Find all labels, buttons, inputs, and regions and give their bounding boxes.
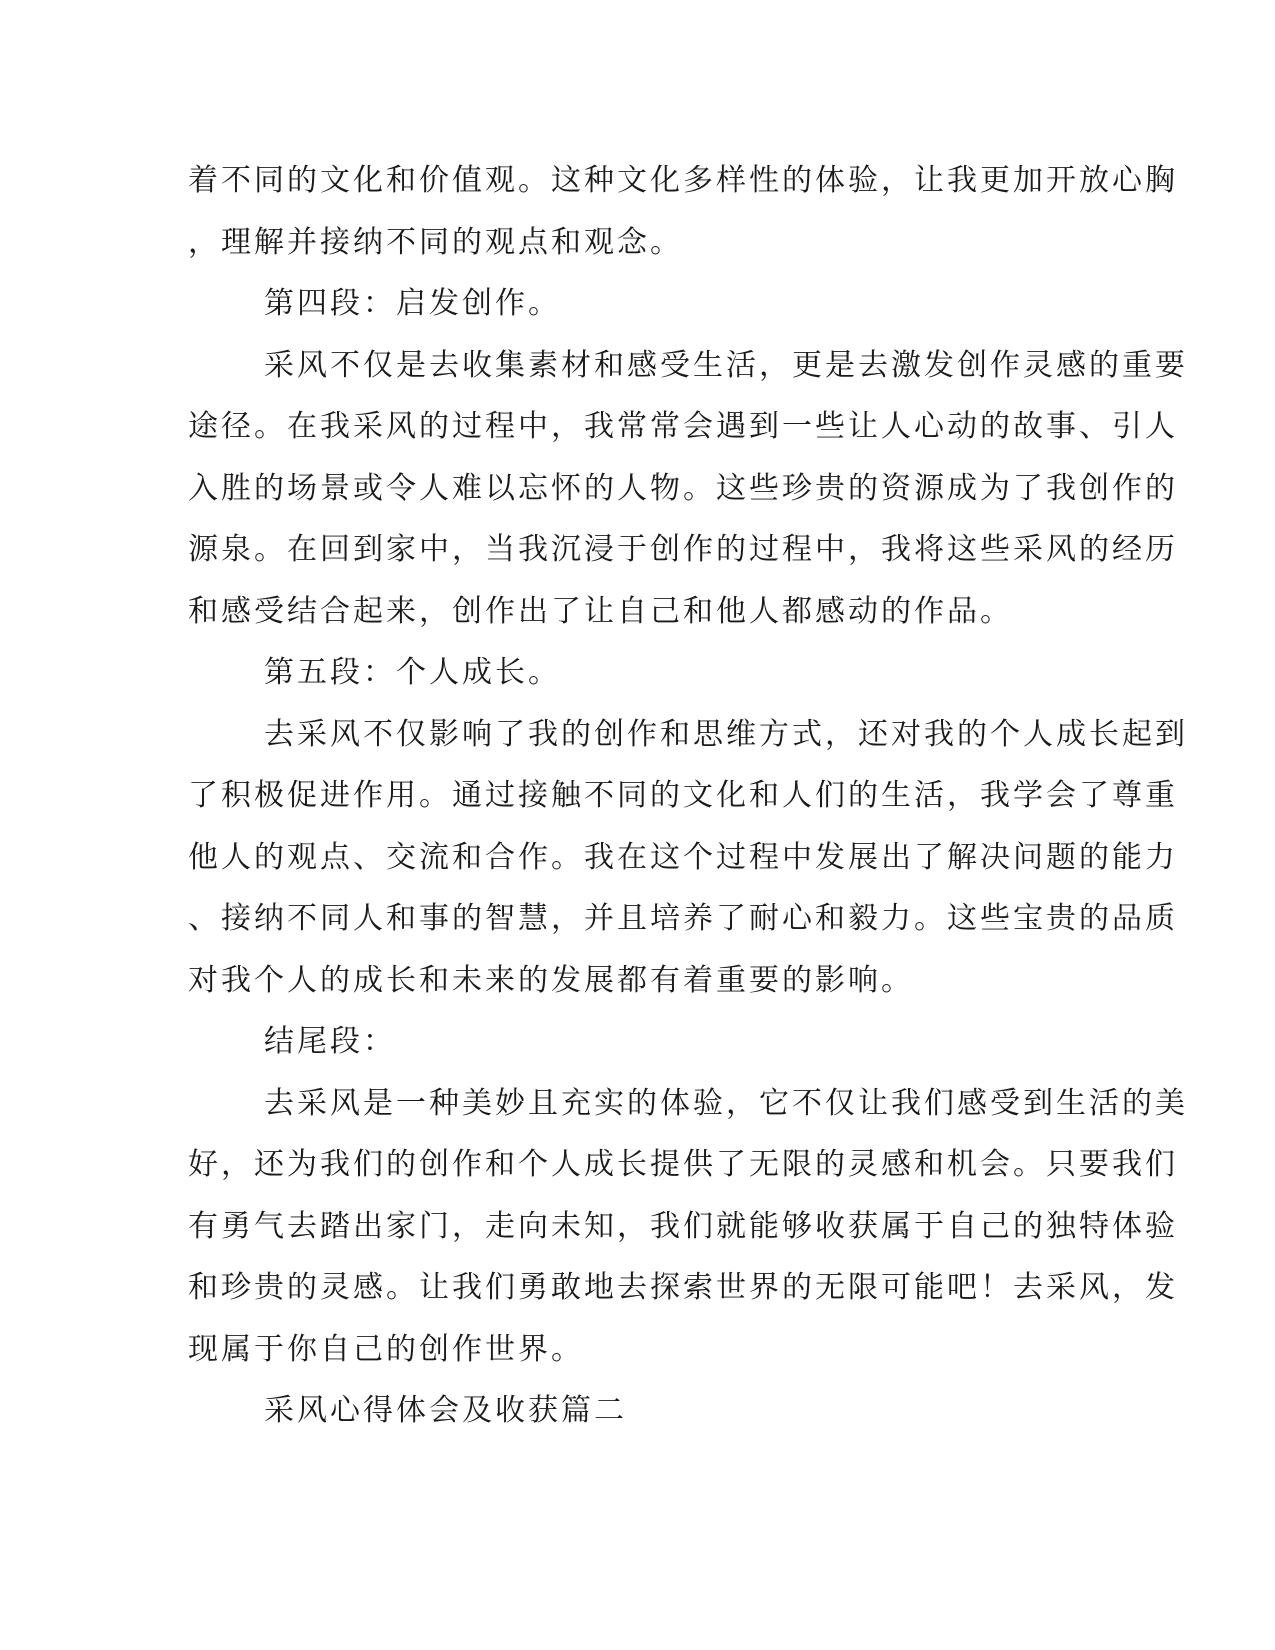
text-line: ，理解并接纳不同的观点和观念。: [188, 224, 683, 260]
text-line: 和感受结合起来，创作出了让自己和他人都感动的作品。: [188, 593, 1013, 629]
text-line: 和珍贵的灵感。让我们勇敢地去探索世界的无限可能吧！去采风，发: [188, 1270, 1178, 1305]
document-body: [188, 150, 1188, 1442]
text-line: 着不同的文化和价值观。这种文化多样性的体验，让我更加开放心胸: [188, 163, 1178, 198]
text-line: 对我个人的成长和未来的发展都有着重要的影响。: [188, 962, 914, 998]
text-line: 第五段：个人成长。: [264, 655, 561, 690]
text-line: 有勇气去踏出家门，走向未知，我们就能够收获属于自己的独特体验: [188, 1208, 1178, 1244]
text-line: 他人的观点、交流和合作。我在这个过程中发展出了解决问题的能力: [188, 839, 1178, 875]
text-line: 结尾段：: [264, 1024, 396, 1059]
text-line: 第四段：启发创作。: [264, 286, 561, 321]
text-line: 采风不仅是去收集素材和感受生活，更是去激发创作灵感的重要: [264, 347, 1188, 383]
text-line: 途径。在我采风的过程中，我常常会遇到一些让人心动的故事、引人: [188, 409, 1178, 444]
text-line: 好，还为我们的创作和个人成长提供了无限的灵感和机会。只要我们: [188, 1147, 1178, 1182]
text-line: 、接纳不同人和事的智慧，并且培养了耐心和毅力。这些宝贵的品质: [188, 901, 1178, 936]
text-line: 了积极促进作用。通过接触不同的文化和人们的生活，我学会了尊重: [188, 778, 1178, 813]
text-line: 入胜的场景或令人难以忘怀的人物。这些珍贵的资源成为了我创作的: [188, 470, 1178, 506]
text-line: 去采风是一种美妙且充实的体验，它不仅让我们感受到生活的美: [264, 1085, 1188, 1121]
text-line: 现属于你自己的创作世界。: [188, 1331, 584, 1367]
text-line: 源泉。在回到家中，当我沉浸于创作的过程中，我将这些采风的经历: [188, 532, 1178, 567]
text-line: 采风心得体会及收获篇二: [264, 1393, 627, 1428]
text-line: 去采风不仅影响了我的创作和思维方式，还对我的个人成长起到: [264, 716, 1188, 752]
